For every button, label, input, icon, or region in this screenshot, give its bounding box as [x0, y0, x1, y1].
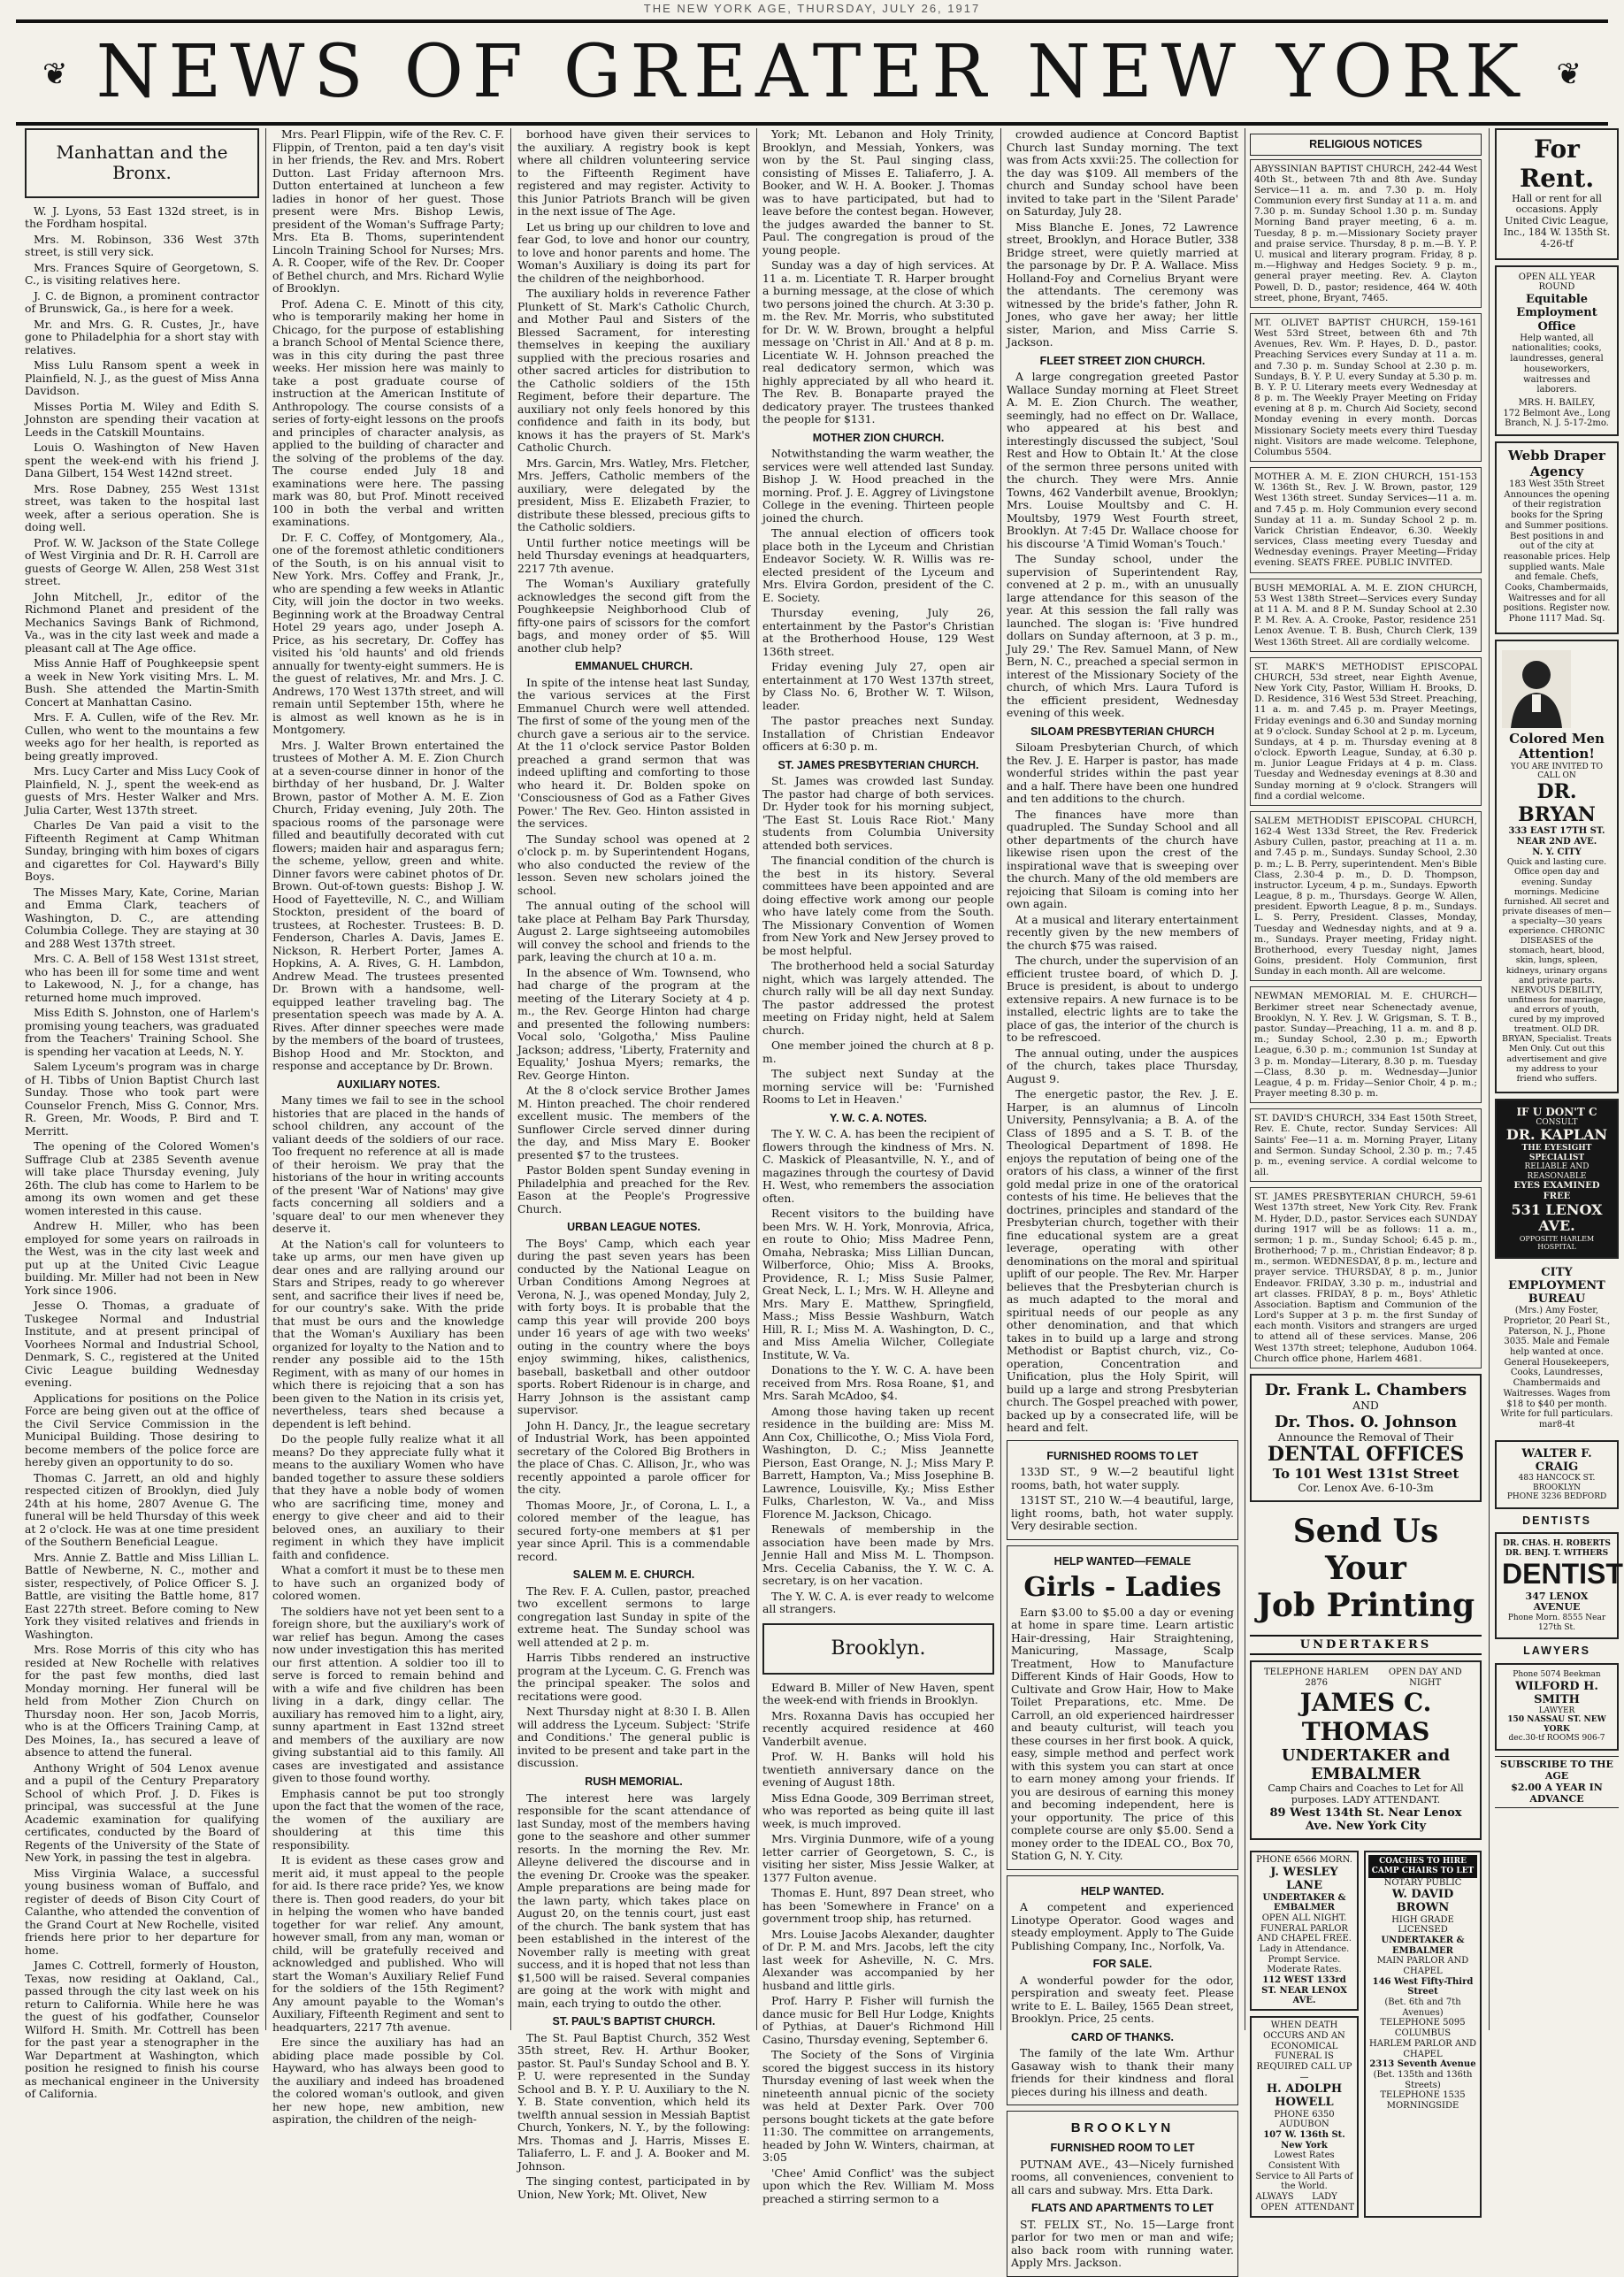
ad-line: LAWYER [1538, 1706, 1575, 1715]
ad-line: 107 W. 136th St. New York [1263, 2130, 1345, 2150]
paragraph: The annual outing, under the auspices of the church, takes place Thursday, August 9. [1007, 1046, 1238, 1085]
paragraph: The annual election of officers took place both in the Lyceum and Christian Endeavor Society. W. R. Willis was re-elected president of the Lyceum and Mrs. Elvira Gordon, president of the C. E. Society. [762, 526, 994, 604]
news-item: Jesse O. Thomas, a graduate of Tuskegee Normal and Industrial Institute, and at present principal of Voorhees Normal and Industrial School, Denmark, S. C., registered at the United Civic League building Wednesday evening. [25, 1299, 259, 1390]
maple-leaf-icon: ❦ [42, 57, 68, 92]
ad-text: Hall or rent for all occasions. Apply United Civic League, Inc., 184 W. 135th St. 4-26-tf [1503, 192, 1611, 249]
ad-text: Announces the opening of their registration books for the Spring and Summer positions. Best positions in and out of the city at reasonable prices. Help supplied wants. Male and female. Chefs, Cooks, Chambermaids, Waitresses and for all positions. Register now. Phone 1117 Mad. Sq. [1503, 489, 1611, 624]
ad-line: RELIABLE AND REASONABLE [1524, 1162, 1590, 1181]
paragraph: The church, under the supervision of an efficient trustee board, of which D. J. Bruce is president, is about to undergo extensive repairs. A new furnace is to be installed, electric lights are to take the place of gas, the interior of the church is to be refrescoed. [1007, 954, 1238, 1045]
ad-line: Camp Chairs and Coaches to Let for All purposes. LADY ATTENDANT. [1268, 1782, 1464, 1806]
paragraph: Many times we fail to see in the school histories that are placed in the hands of school children, any account of the valiant deeds of the soldiers of our race. Too frequent no reference at all is made of their heroism. We pray that the historians of the hour in writing accounts of the present 'War of Nations' may give facts concerning all soldiers and a 'square deal' to our men whenever they deserve it. [272, 1093, 504, 1236]
stpaul-notes [517, 2032, 750, 2202]
paragraph: The annual outing of the school will take place at Pelham Bay Park Thursday, August 2. Large sightseeing automobiles will convey the school and friends to the park, leaving the church at 10 a. m. [517, 899, 750, 964]
news-item: Mr. and Mrs. G. R. Custes, Jr., have gone to Philadelphia for a short stay with relatives. [25, 317, 259, 356]
ad-hours: OPEN DAY AND NIGHT [1388, 1668, 1462, 1689]
paragraph: Pastor Bolden spent Sunday evening in Philadelphia and preached for the Rev. Eason at the People's Progressive Church. [517, 1163, 750, 1215]
stjames-notes [762, 775, 994, 1107]
column-4 [762, 127, 994, 2205]
ad-line: 333 EAST 17TH ST. [1508, 826, 1605, 837]
section-heading-zion: MOTHER ZION CHURCH. [812, 431, 945, 444]
news-item: Mrs. J. Walter Brown entertained the trustees of Mother A. M. E. Zion Church at a seven-course dinner in honor of the birthday of her husband, Dr. J. Walter Brown, pastor of Mother A. M. E. Zion Church, Friday evening, July 20th. The spacious rooms of the parsonage were filled and beautifully decorated with cut flowers; maiden hair and asparagus fern; the scheme, yellow, green and white. Dinner favors were cabinet photos of Dr. Brown. Out-of-town guests: Bishop J. W. Hood of Fayetteville, N. C., and William Stockton, president of the board of trustees, at Rochester. Trustees: B. D. Fenderson, Charles A. Davis, James E. Nickson, R. Herbert Porter, James A. Hopkins, A. A. Rives, G. H. Lambdon, Andrew Mead. The trustees presented Dr. Brown with a handsome, well-equipped leather traveling bag. The presentation speech was made by A. A. Rives. After dinner speeches were made by the members of the board of trustees, Bishop Hood and Mr. Stockton, and response and acceptance by Dr. Brown. [272, 738, 504, 1072]
religious-notice: MT. OLIVET BAPTIST CHURCH, 159-161 West 53rd Street, between 6th and 7th Avenues, Rev. Wm. P. Hayes, D. D., pastor. Preaching Services every Sunday at 11 a. m. and 7.30 p. m. Sunday School at 2.30 p. m. Sundays, B. Y. P. U. every Sunday at 5.30 p. m. B. Y. P. U. Literary meets every Wednesday at 8 p. m. The Weekly Prayer Meeting on Friday evening at 8 p. m. Church Aid Society, second Monday evening in every month. Dorcas Missionary Society meets every third Tuesday night. Visitors are made welcome. Telephone, Columbus 5504. [1250, 313, 1482, 462]
news-item: Miss Lulu Ransom spent a week in Plainfield, N. J., as the guest of Miss Anna Davidson. [25, 358, 259, 398]
ad-line: AND [1352, 1399, 1379, 1413]
paragraph: The Woman's Auxiliary gratefully acknowledges the second gift from the Poughkeepsie Neighborhood Club of fifty-one pairs of scissors for the comfort bags, and money order of $5. Will another club help? [517, 577, 750, 655]
ad-text: Quick and lasting cure. Office open day and evening. Sunday mornings. Medicine furnished. All secret and private diseases of men—a specialty—30 years experience. CHRONIC DISEASES of the stomach, heart, blood, skin, lungs, spleen, kidneys, urinary organs and private parts. NERVOUS DEBILITY, unfitness for marriage, and errors of youth, cured by my improved treatment. OLD DR. BRYAN, Specialist. Treats Men Only. Cut out this advertisement and give my address to your friend who suffers. [1502, 857, 1612, 1084]
ad-line: OPEN ALL NIGHT. FUNERAL PARLOR AND CHAPEL FREE. Lady in Attendance. Prompt Service. Moderate Rates. [1257, 1913, 1352, 1975]
craig-ad [1495, 1440, 1619, 1509]
rush-notes [517, 1792, 750, 2011]
news-item: James C. Cottrell, formerly of Houston, Texas, now residing at Oakland, Cal., passed through the city last week on his return to California. While here he was the guest of his godfather, Counselor Wilford H. Smith. Mr. Cottrell has been for the past year a stenographer in the War Department at Washington, which position he resigned to finish his course as mechanical engineer in the University of California. [25, 1959, 259, 2101]
ywca-notes [762, 1128, 994, 1616]
ad-title: WALTER F. CRAIG [1521, 1446, 1592, 1474]
lane-ad [1250, 1851, 1359, 2011]
paragraph: borhood have given their services to the auxiliary. A registry book is kept where all children volunteering service to the Fifteenth Regiment have registered and may register. Activity to this Junior Patriots Branch will be given in the next issue of The Age. [517, 127, 750, 218]
news-item: Mrs. Rose Dabney, 255 West 131st street, was taken to the hospital last week, after a serious operation. She is doing well. [25, 481, 259, 534]
portrait-icon [1502, 650, 1571, 728]
ad-line: J. WESLEY LANE [1270, 1866, 1338, 1893]
ad-hours: ALWAYS OPEN [1255, 2192, 1294, 2212]
news-item: Applications for positions on the Police Force are being given out at the office of the Civil Service Commission in the Municipal Building. Those desiring to become members of the police force are hereby given an opportunity to do so. [25, 1391, 259, 1469]
news-item: Prof. W. H. Banks will hold his twentieth anniversary dance on the evening of August 18th. [762, 1750, 994, 1790]
ad-line: OPPOSITE HARLEM HOSPITAL [1519, 1235, 1595, 1252]
girls-ladies-title: Girls - Ladies [1023, 1571, 1222, 1603]
paragraph: It is evident as these cases grow and merit aid, it must appeal to the people for aid. Is there race pride? Yes, we know there is. Then good readers, do your bit in helping the women who have banded together for war relief. Any amount, however small, from any man, woman or child, will be gratefully received and acknowledged and published. Who will start the Woman's Auxiliary Relief Fund for the soldiers of the 15th Regiment? Any amount payable to the Woman's Auxiliary, Fifteenth Regiment and sent to headquarters, 2217 7th avenue. [272, 1853, 504, 2034]
classified-heading: BROOKLYN [1070, 2120, 1175, 2136]
ad-line: Dr. Thos. O. Johnson [1274, 1412, 1458, 1431]
column-5 [1007, 127, 1239, 2270]
paragraph: Recent visitors to the building have been Mrs. W. H. York, Monrovia, Africa, en route to Ohio; Miss Madree Penn, Omaha, Nebraska; Miss Lillian Duncan, Wilberforce, Ohio; Miss A. Brooks, Providence, R. I.; Miss Susie Palmer, Great Neck, L. I.; Mrs. W. H. Alleyne and Mrs. Mary E. Matthew, Springfield, Mass.; Miss Bessie Washburn, Watch Hill, R. I.; Miss M. A. Washington, D. C., and Miss Amelia Wilcher, Collegiate Institute, W. Va. [762, 1207, 994, 1361]
paragraph: Thomas Moore, Jr., of Corona, L. I., a colored member of the league, has secured forty-one members at $1 per year since April. This is a commendable record. [517, 1498, 750, 1563]
classified-text: A competent and experienced Linotype Operator. Good wages and steady employment. Apply to The Guide Publishing Company, Inc., Norfolk, Va. [1011, 1900, 1234, 1952]
paragraph: The interest here was largely responsible for the scant attendance of last Sunday, most of the members having gone to the seashore and other summer resorts. In the morning the Rev. Mr. Alleyne delivered the discourse and in the evening Dr. Crooke was the speaker. Ample preparations are being made for the lawn party, which takes place on August 20, on the tennis court, just east of the church. The bank system that has been established in the interest of the November rally is meeting with great success, and it is hoped that not less than $1,500 will be raised. Several companies are going at the work with might and main, each trying to outdo the other. [517, 1790, 750, 2010]
paragraph: The Boys' Camp, which each year during the past seven years has been conducted by the National League on Urban Conditions Among Negroes at Verona, N. J., was opened Monday, July 2, with forty boys. It is probable that the camp this year will provide 200 boys under 16 years of age with two weeks' outing in the country where the boys enjoy swimming, hikes, calisthenics, baseball, basketball and other outdoor sports. Robert Ridenour is in charge, and Harry Johnson is the assistant camp supervisor. [517, 1236, 750, 1417]
section-heading-lawyers: LAWYERS [1523, 1644, 1590, 1658]
urban-notes [517, 1238, 750, 1564]
paragraph: The Rev. F. A. Cullen, pastor, preached two excellent sermons to large congregation last Sunday in spite of the extreme heat. The Sunday school was well attended at 2 p. m. [517, 1583, 750, 1649]
city-bureau-ad [1495, 1264, 1619, 1435]
paragraph: Siloam Presbyterian Church, of which the Rev. J. E. Harper is pastor, has made wonderful strides within the past year and a half. There have been one hundred and ten additions to the church. [1007, 740, 1238, 806]
section-heading-siloam: SILOAM PRESBYTERIAN CHURCH [1030, 724, 1214, 738]
ad-line: YOU ARE INVITED TO CALL ON [1511, 762, 1603, 781]
ad-line: IF U DON'T C [1516, 1105, 1597, 1118]
ad-title: Equitable Employment Office [1516, 293, 1597, 334]
section-heading-emmanuel: EMMANUEL CHURCH. [574, 660, 693, 672]
column-rule [265, 128, 266, 2030]
ad-line: 531 LENOX AVE. [1511, 1200, 1603, 1235]
ad-line: Phone Morn. 8555 Near 127th St. [1507, 1614, 1606, 1632]
employment-ad [1495, 265, 1619, 436]
news-item: Mrs. Pearl Flippin, wife of the Rev. C. F. Flippin, of Trenton, paid a ten day's visit in her friends, the Rev. and Mrs. Robert Dutton. Last Friday afternoon Mrs. Dutton entertained at luncheon a few ladies in honor of her guest. Those present were Mrs. Bishop Lewis, president of the Woman's Suffrage Party; Mrs. Eta B. Thoms, superintendent Lincoln Training School for Nurses; Mrs. A. R. Cooper, wife of the Rev. Dr. Cooper of Bethel church, and Mrs. Richard Wylie of Brooklyn. [272, 127, 504, 295]
news-item: Mrs. Frances Squire of Georgetown, S. C., is visiting relatives here. [25, 260, 259, 288]
ad-line [1257, 1668, 1475, 1688]
religious-notice: ST. MARK'S METHODIST EPISCOPAL CHURCH, 53d street, near Eighth Avenue, New York City, Pastor, William H. Brooks, D. D. Residence, 316 West 53d Street. Preaching, 11 a. m. and 7.45 p. m. Prayer Meetings, Friday evenings and 6.30 and Sunday morning at 9 o'clock. Sunday School at 2 p. m. Lyceum, Sundays, at 4 p. m. Thursday evening at 8 o'clock. Epworth League, Sunday, at 6.30 p. m. Junior League Fridays at 4 p. m. Class. Tuesday and Wednesday evenings at 8.30 and Sunday morning at 9 o'clock. Strangers will find a cordial welcome. [1250, 657, 1482, 806]
paragraph: At the Nation's call for volunteers to take up arms, our men have given up dear ones and are rallying around our Stars and Stripes, ready to go wherever sent, and sacrifice their lives if need be, for our country's sake. With the pride that must be ours and the knowledge that the Woman's Auxiliary has been organized for loyalty to the Nation and to render any possible aid to the 15th Regiment, with as many of our homes in which there is rejoicing that a son has been given to the Nation in its crisis yet, nevertheless, tears shed because a dependent is left behind. [272, 1237, 504, 1430]
dental-ad [1250, 1374, 1482, 1502]
paragraph: In the absence of Wm. Townsend, who had charge of the program at the meeting of the Literary Society at 4 p. m., the Rev. George Hinton had charge and presented the following numbers: Vocal solo, 'Golgotha,' Miss Pauline Jackson; address, 'Liberty, Fraternity and Equality,' Joshua Myers; remarks, the Rev. George Hinton. [517, 965, 750, 1082]
dr-kaplan-ad [1495, 1099, 1619, 1259]
section-heading-dentists: DENTISTS [1522, 1514, 1591, 1527]
brooklyn-notes [762, 1682, 994, 2206]
paragraph: Friday evening July 27, open air entertainment at 170 West 137th street, by Class No. 6, Brother W. T. Wilson, leader. [762, 660, 994, 712]
ad-line: (Bet. 6th and 7th Avenues) [1384, 1997, 1461, 2018]
ad-line: PHONE 6566 MORN. [1256, 1855, 1352, 1866]
paragraph: The energetic pastor, the Rev. J. E. Harper, is an alumnus of Lincoln University, Pennsylvania; a B. A. of the Class of 1895 and a S. T. B. of the Theological Department of 1898. He enjoys the reputation of being one of the orators of his class, a winner of the first gold medal prize in one of the oratorical contests of his time. He believes that the doctrines, principles and standard of the Presbyterian church, together with their fine educational system are a great leverage, operating with other denominations on the moral and spiritual uplift of our people. The Rev. Mr. Harper believes that the Presbyterian church is as much adapted to the moral and spiritual needs of our people as any other denomination, and that which takes in to build up a large and strong Methodist or Baptist church, viz., Co-operation, Concentration and Unification, plus the Holy Spirit, will build up a large and strong Presbyterian church. The Gospel preached with power, backed up by a consecrated life, will be heard and felt. [1007, 1087, 1239, 1435]
paragraph: Do the people fully realize what it all means? Do they appreciate fully what it means to the auxiliary Women who have banded together to assure these soldiers that they have a noble body of women who are sacrificing time, money and energy to give cheer and aid to their beloved ones, an auxiliary to their regiment in which they have implicit faith and confidence. [272, 1432, 504, 1561]
paragraph: Mrs. Garcin, Mrs. Watley, Mrs. Fletcher, Mrs. Jeffers, Catholic members of the auxiliary, were delegated by the president, Miss E. Elizabeth Frazier, to distribute these blessed, precious gifts to the Catholic soldiers. [517, 456, 750, 533]
ad-attendant: LADY ATTENDANT [1295, 2192, 1355, 2212]
ad-phone: TELEPHONE HARLEM 2876 [1264, 1668, 1369, 1689]
ad-line: NOTARY PUBLIC [1383, 1877, 1462, 1888]
paragraph: Until further notice meetings will be held Thursday evenings at headquarters, 2217 7th avenue. [517, 535, 750, 575]
paragraph: What a comfort it must be to these men to have such an organized body of colored women. [272, 1563, 504, 1603]
news-item: Prof. Harry P. Fisher will furnish the dance music for Bell Hur Lodge, Knights of Pythias, at Dauer's Richmond Hill Casino, Thursday evening, September 6. [762, 1994, 994, 2046]
classified-text: PUTNAM AVE., 43—Nicely furnished rooms, all conveniences, convenient to all cars and subway. Mrs. Etta Dark. [1011, 2157, 1234, 2196]
paragraph: The Y. W. C. A. is ever ready to welcome all strangers. [762, 1589, 994, 1616]
paragraph: Notwithstanding the warm weather, the services were well attended last Sunday. Bishop J. W. Hood preached in the morning. Prof. J. E. Aggrey of Livingstone College in the evening. Thirteen people joined the church. [762, 447, 994, 525]
siloam-notes [1007, 741, 1238, 1435]
news-item: The opening of the Colored Women's Suffrage Club at 2385 Seventh avenue will take place Thursday evening, July 26th. The club has come to Harlem to be among its own women and get these women interested in this cause. [25, 1139, 259, 1217]
paragraph: Donations to the Y. W. C. A. have been received from Mrs. Rosa Roane, $1, and Mrs. Sarah McAdoo, $4. [762, 1363, 994, 1403]
news-item: Anthony Wright of 504 Lenox avenue and a pupil of the Century Preparatory School of which Prof. J. D. Fikes is principal, was successful at the June Academic examination for qualifying certificates, conducted by the Board of Regents of the University of the State of New York, in passing the test in algebra. [25, 1760, 259, 1865]
ad-title: DR. KAPLAN [1505, 1126, 1608, 1144]
column-rule [1489, 128, 1490, 2030]
salem-notes [517, 1585, 750, 1770]
classified-text: 131ST ST., 210 W.—4 beautiful, large, light rooms, bath, hot water supply. Very desirable section. [1011, 1493, 1234, 1533]
classified-heading: HELP WANTED—FEMALE [1053, 1554, 1191, 1568]
news-item: Mrs. M. Robinson, 336 West 37th street, is still very sick. [25, 232, 259, 259]
classified-text: Earn $3.00 to $5.00 a day or evening at home in spare time. Learn artistic Hair-dressing, Hair Straightening, Manicuring, Massage, Scalp Treatment, How to Manufacture Different Kinds of Hair Goods, How to Cultivate and Grow Hair, How to Make Toilet Preparations, etc. Mme. De Carroll, an old experienced hairdresser and beauty culturist, will teach you these courses in her first book. A quick, easy, simple method and perfect work with this system you can start at once to earn money among your friends. If you are desirous of earning this money and becoming independent, here is your opportunity. The price of this complete course are only $5.00. Send a money order to the IDEAL CO., Box 70, Station G, N. Y. City. [1011, 1605, 1234, 1863]
column-rule [756, 128, 757, 2030]
undertaker-ads-left [1250, 1845, 1359, 2222]
ad-line: Lowest Rates Consistent With Service to All Parts of the World. [1255, 2150, 1353, 2192]
news-item: W. J. Lyons, 53 East 132d street, is in the Fordham hospital. [25, 203, 259, 231]
job-printing-ad [1250, 1507, 1482, 1629]
for-rent-ad [1495, 128, 1619, 260]
classified-heading: FOR SALE. [1092, 1958, 1153, 1971]
news-item: The Society of the Sons of Virginia scored the biggest success in its history Thursday evening of last week when the nineteenth annual picnic of the society was held at Dexter Park. Over 700 persons bought tickets at the gate before 11:30. The committee on arrangements, headed by John W. Winters, chairman, at 3:05 [762, 2048, 994, 2165]
ad-line: Cor. Lenox Ave. 6-10-3m [1298, 1481, 1434, 1495]
ad-line: $2.00 A YEAR IN ADVANCE [1511, 1781, 1603, 1805]
news-item: Mrs. Virginia Dunmore, wife of a young letter carrier of Georgetown, S. C., is visiting her sister, Miss Jessie Walker, at 1377 Fulton avenue. [762, 1832, 994, 1884]
section-heading-rush: RUSH MEMORIAL. [585, 1775, 683, 1788]
ad-line: UNDERTAKER and EMBALMER [1281, 1746, 1451, 1784]
news-item: John Mitchell, Jr., editor of the Richmond Planet and president of the Mechanics Savings Bank of Richmond, Va., was in the city last week and made a pleasant call at The Age office. [25, 589, 259, 655]
paragraph: Let us bring up our children to love and fear God, to love and honor our country, to love and honor parents and home. The Woman's Auxiliary is doing its part for the children of the neighborhood. [517, 219, 750, 285]
ad-line: 146 West Fifty-Third Street [1372, 1976, 1474, 1997]
ad-line: COACHES TO HIRE CAMP CHAIRS TO LET [1368, 1855, 1477, 1877]
news-item: Andrew H. Miller, who has been employed for some years on railroads in the West, was in the city last week and put up at the United Civic League building. Mr. Miller had not been in New York since 1906. [25, 1219, 259, 1297]
religious-notices [1250, 159, 1482, 1368]
paragraph: Harris Tibbs rendered an instructive program at the Lyceum. C. G. French was the principal speaker. The solos and recitations were good. [517, 1651, 750, 1703]
ad-title: Webb Draper Agency [1508, 447, 1605, 479]
subscribe-ad [1495, 1756, 1619, 1808]
ad-line: Announce the Removal of Their [1277, 1430, 1454, 1444]
paragraph: St. James was crowded last Sunday. The pastor had charge of both services. Dr. Hyder took for his morning subject, 'The East St. Louis Race Riot.' Many students from Columbia University attended both services. [762, 774, 994, 852]
paragraph: Thursday evening, July 26, entertainment by the Pastor's Christian at the Brotherhood House, 129 West 136th street. [762, 606, 994, 658]
paragraph: Renewals of membership in the association have been made by Mrs. Jennie Hall and Miss M. L. Thompson. Mrs. Cecelia Cabaniss, the Y. W. C. A. secretary, is on her vacation. [762, 1522, 994, 1588]
news-item: Mrs. Louise Jacobs Alexander, daughter of Dr. P. M. and Mrs. Jacobs, left the city last week for Asheville, N. C. Mrs. Alexander was accompanied by her husband and little girls. [762, 1927, 994, 1992]
column-rule [1000, 128, 1001, 2030]
news-item: Dr. F. C. Coffey, of Montgomery, Ala., one of the foremost athletic conditioners of the South, is on his annual visit to New York. Mrs. Coffey and Frank, Jr., who are spending a few weeks in Atlantic City, will join the doctor in two weeks. Beginning work at the Broadway Central Hotel 29 years ago, under Joseph A. Price, as his secretary, Dr. Coffey has visited his 'old haunts' and old friends annually for twenty-eight summers. He is the guest of relatives, Mr. and Mrs. J. C. Andrews, 170 West 137th street, and will remain until September 15th, where he is almost as well known as he is in Montgomery. [272, 530, 504, 736]
news-items [272, 128, 504, 1073]
news-item: Miss Edith S. Johnston, one of Harlem's promising young teachers, was graduated from the Teachers' Training School. She is spending her vacation at Leeds, N. Y. [25, 1006, 259, 1058]
paragraph: The subject next Sunday at the morning service will be: 'Furnished Rooms to Let in Heaven.' [762, 1067, 994, 1107]
section-heading-brooklyn: Brooklyn. [762, 1623, 994, 1675]
ad-line: DENTAL OFFICES [1267, 1443, 1465, 1467]
paragraph: The Sunday school was opened at 2 o'clock p. m. by Superintendent Hogans, who also conducted the review of the lesson. Seven new scholars joined the school. [517, 832, 750, 897]
news-item: Louis O. Washington of New Haven spent the week-end with his friend J. Dana Gilbert, 154 West 142nd street. [25, 441, 259, 480]
paragraph: Ere since the auxiliary has had an abiding place made possible by Col. Hayward, who has always been good to the auxiliary and indeed has broadened the colored woman's outlook, and given her new hope, new ambition, new aspiration, the children of the neigh- [272, 2036, 504, 2127]
ad-line: 172 Belmont Ave., Long Branch, N. J. 5-17-2mo. [1503, 408, 1611, 429]
classified-help-female [1007, 1545, 1238, 1870]
news-item: Thomas C. Jarrett, an old and highly respected citizen of Brooklyn, died July 24th at his home, 2807 Avenue G. The funeral will be held Thursday of this week at 2 o'clock. He was at one time president of the Southern Beneficial League. [25, 1470, 259, 1549]
ad-line: NEAR 2ND AVE. [1516, 836, 1597, 847]
classified-text: ST. FELIX ST., No. 15—Large front parlor for two men or man and wife; also back room with running water. Apply Mrs. Jackson. [1011, 2217, 1234, 2270]
section-heading-stjames: ST. JAMES PRESBYTERIAN CHURCH. [778, 758, 979, 771]
ad-text: (Mrs.) Amy Foster, Proprietor, 20 Pearl St., Paterson, N. J., Phone 3035. Male and Female help wanted at once. General Housekeepers, Cooks, Laundresses, Chambermaids and Waitresses. Wages from $18 to $40 per month. Write for full particulars. mar8-4t [1500, 1306, 1613, 1430]
paragraph: Next Thursday night at 8:30 I. B. Allen will address the Lyceum. Subject: 'Strife and Conditions.' The general public is invited to be present and take part in the discussion. [517, 1705, 750, 1770]
ad-line: THE EYESIGHT SPECIALIST [1521, 1144, 1592, 1162]
ad-line: UNDERTAKER & EMBALMER [1381, 1935, 1465, 1956]
column-2 [272, 127, 504, 2127]
undertaker-ads-row [1250, 1845, 1482, 2222]
ad-line: DR. CHAS. H. ROBERTS DR. BENJ. T. WITHERS [1503, 1539, 1611, 1558]
auxiliary-notes [272, 1094, 504, 2127]
news-item: Mrs. C. A. Bell of 158 West 131st street, who has been ill for some time and went to Lakewood, N. J., for a change, has returned home much improved. [25, 952, 259, 1004]
emmanuel-notes [517, 677, 750, 1216]
paragraph: The Sunday school, under the supervision of Superintendent Ray, convened at 2 p. m., with an unusually large attendance for this season of the year. At this session the fall rally was launched. The slogan is: 'Five hundred dollars on Sunday afternoon, at 3 p. m., July 29.' The Rev. Samuel Mann, of New Bern, N. C., preached a special sermon in interest of the Missionary Society of the church, of which Mrs. Laura Tuford is the efficient president, Wednesday evening of this week. [1007, 552, 1238, 720]
paragraph: The finances have more than quadrupled. The Sunday School and all other departments of the church have likewise risen upon the crest of the inspirational wave that is sweeping over the church. Many of the old members are rejoicing that Siloam is coming into her own again. [1007, 807, 1238, 911]
classified-help [1007, 1875, 1238, 2106]
ad-line: HARLEM PARLOR AND CHAPEL [1369, 2038, 1476, 2059]
religious-notice: SALEM METHODIST EPISCOPAL CHURCH, 162-4 West 133d Street, the Rev. Frederick Asbury Cullen, pastor, preaching at 11 a. m. and 7.45 p. m., Sundays. Sunday School, 2.30 p. m.; L. B. Perry, superintendent. Men's Bible Class, 2.30-4 p. m., D. D. Thompson, instructor. Lyceum, 4 p. m., Sundays. Epworth League, 8 p. m., Thursdays. George W. Allen, president. Epworth League, 8 p. m., Sundays. L. S. Perry, President. Classes, Monday, Tuesday and Wednesday nights, and at 9 a. m., Sundays. Prayer meeting, Friday night. Brotherhood, every Tuesday night, James Goins, president. Holy Communion, first Sunday in each month. All are welcome. [1250, 811, 1482, 982]
ad-title: For Rent. [1519, 134, 1595, 193]
news-item: Salem Lyceum's program was in charge of H. Tibbs of Union Baptist Church last Sunday. Those who took part were Counselor French, Miss G. Connor, Mrs. R. Green, Mr. Woods, P. Bird and T. Merritt. [25, 1060, 259, 1138]
ad-line: TELEPHONE 5095 COLUMBUS [1380, 2018, 1466, 2039]
ad-line: TELEPHONE 1535 MORNINGSIDE [1380, 2090, 1466, 2111]
paragraph: The St. Paul Baptist Church, 352 West 35th street, Rev. H. Arthur Booker, pastor. St. Paul's Sunday School and B. Y. P. U. were represented in the Sunday School and B. Y. P. U. Auxiliary to the N. Y. B. State convention, which held its twelfth annual session in Messiah Baptist Church, Yonkers, N. Y., by the following: Mrs. Thomas and J. Harris, Misses E. Taliaferro, L. F. and J. A. Booker and M. Johnson. [517, 2030, 750, 2173]
ad-line: dec.30-tf ROOMS 906-7 [1508, 1734, 1605, 1744]
ad-title: WILFORD H. SMITH [1515, 1679, 1598, 1706]
paragraph: The brotherhood held a social Saturday night, which was largely attended. The church rally will be all day next Sunday. The pastor addressed the protest meeting on Friday night, held at Salem church. [762, 959, 994, 1037]
ad-line: PHONE 3236 BEDFORD [1506, 1492, 1607, 1502]
section-heading-salem: SALEM M. E. CHURCH. [572, 1568, 695, 1582]
news-item: Mrs. F. A. Cullen, wife of the Rev. Mr. Cullen, who went to the mountains a few weeks ago for her health, is reported as being greatly improved. [25, 710, 259, 763]
ad-line: Phone 5074 Beekman [1513, 1670, 1601, 1679]
paragraph: At the 8 o'clock service Brother James M. Hinton preached. The choir rendered excellent music. The members of the Sunflower Circle served dinner during the day, and Miss Mary E. Booker presented $7 to the trustees. [517, 1084, 750, 1162]
ad-line: CONSULT [1536, 1117, 1578, 1127]
paragraph: Miss Blanche E. Jones, 72 Lawrence street, Brooklyn, and Horace Butler, 338 Bridge street, were quietly married at the parsonage by Dr. P. A. Wallace. Miss Holland-Foy and Cornelius Bryant were the attendants. The ceremony was witnessed by the bride's father, John R. Jones, who gave her away; her little sister, Marion, and Miss Carrie S. Jackson. [1007, 219, 1238, 349]
ad-title: CITY EMPLOYMENT BUREAU [1508, 1265, 1605, 1307]
religious-notice: ST. JAMES PRESBYTERIAN CHURCH, 59-61 West 137th street, New York City. Rev. Frank M. Hyder, D.D., pastor. Services each SUNDAY during 1917 will be as follows: 11 a. m., sermon; 1 p. m., Sunday School; 6.45 p. m., Brotherhood; 7 p. m., Christian Endeavor; 8 p. m., sermon. WEDNESDAY, 8 p. m., lecture and prayer service. THURSDAY, 8 p. m., Junior Endeavor. FRIDAY, 3.30 p. m., industrial and art classes. FRIDAY, 8 p. m., Boys' Athletic Association. Baptism and Communion of the Lord's Supper at 3 p. m. the first Sunday of each month. Visitors and strangers are urged to attend all of these services. Manse, 206 West 137th street; telephone, Audubon 1064. Church office phone, Harlem 4681. [1250, 1187, 1482, 1368]
news-item: 'Chee' Amid Conflict' was the subject upon which the Rev. William M. Moss preached a stirring sermon to a [762, 2166, 994, 2205]
brown-ad [1364, 1851, 1482, 2217]
ad-line: EYES EXAMINED FREE [1513, 1181, 1600, 1201]
ad-title: DR. BRYAN [1518, 779, 1596, 826]
news-item: Miss Edna Goode, 309 Berriman street, who was reported as being quite ill last week, is much improved. [762, 1790, 994, 1830]
paragraph: Sunday was a day of high services. At 11 a. m. Licentiate T. R. Harper brought a burning message, at the close of which two persons joined the church. At 3:30 p. m. the Rev. Mr. Morris, who substituted for Dr. W. W. Brown, brought a helpful message on 'Christ in All.' And at 8 p. m. Licentiate W. H. Johnson preached the real dedicatory sermon, which was highly appreciated by all who heard it. The Rev. B. Bonaparte prayed the dedicatory prayer. The trustees thanked the people for $131. [762, 258, 994, 426]
ad-text: Help wanted, all nationalities; cooks, laundresses, general houseworkers, waitresses and laborers. [1510, 333, 1604, 395]
paragraph: One member joined the church at 8 p. m. [762, 1039, 994, 1065]
ad-line: 89 West 134th St. Near Lenox Ave. New York City [1269, 1806, 1462, 1834]
news-item: Misses Portia M. Wiley and Edith S. Johnston are spending their vacation at Leeds in the Catskill Mountains. [25, 399, 259, 439]
thomas-ad [1250, 1660, 1482, 1840]
section-heading-ywca: Y. W. C. A. NOTES. [830, 1111, 927, 1124]
religious-notice: ABYSSINIAN BAPTIST CHURCH, 242-44 West 40th St., between 7th and 8th Ave. Sunday Service—11 a. m. and 7.30 p. m. Holy Communion every first Sunday at 11 a. m. and 7.30 p. m. Sunday School 1.30 p. m. Sunday Morning Band prayer meeting, 6 a. m. Tuesday, 8 p. m.—Missionary Society prayer and praise service. Thursday, 8 p. m.—B. Y. P. U. musical and literary program. Friday, 8 p. m.—Highway and Hedges Society. 9 p. m., general prayer meeting. Rev. A. Clayton Powell, D. D., pastor; residence, 464 W. 40th street, phone, Bryant, 7465. [1250, 159, 1482, 308]
news-items [1007, 128, 1238, 349]
column-3 [517, 127, 750, 2201]
news-item: Mrs. Lucy Carter and Miss Lucy Cook of Plainfield, N. J., spent the week-end as guests of Mrs. Hester Walker and Mrs. Julia Carter, West 137th street. [25, 764, 259, 816]
classified-text: A wonderful powder for the odor, perspiration and sweaty feet. Please write to E. L. Bailey, 1565 Dean street, Brooklyn. Price, 25 cents. [1011, 1973, 1234, 2026]
religious-notice: BUSH MEMORIAL A. M. E. ZION CHURCH, 53 West 138th Street—Services every Sunday at 11 A. M. and 8 P. M. Sunday School at 2.30 P. M. Rev. A. A. Crooke, Pastor, residence 251 Lenox Avenue. T. B. Bush, Church Clerk, 139 West 136th Street. All are cordially welcome. [1250, 579, 1482, 652]
column-7 [1495, 128, 1623, 2035]
paragraph: At a musical and literary entertainment recently given by the new members of the church $75 was raised. [1007, 912, 1238, 952]
newspaper-page [9, 0, 1623, 2270]
ad-line: SUBSCRIBE TO THE AGE [1500, 1758, 1613, 1782]
section-heading-manhattan: Manhattan and the Bronx. [25, 128, 259, 198]
ad-line: 347 LENOX AVENUE [1525, 1590, 1589, 1614]
classified-brooklyn [1007, 2111, 1238, 2276]
classified-heading: FURNISHED ROOM TO LET [1050, 2142, 1195, 2155]
religious-notice: MOTHER A. M. E. ZION CHURCH, 151-153 W. 136th St., Rev. J. W. Brown, pastor, 129 West 136th street. Sunday Services—11 a. m. and 7.45 p. m. Holy Communion every second Sunday at 11 a. m. Sunday School 2 p. m. Varick Christian Endeavor, 6.30. Weekly services, Class meeting every Tuesday and Wednesday evenings. Prayer Meeting—Friday evening. SEATS FREE. PUBLIC INVITED. [1250, 467, 1482, 573]
paragraph: Emphasis cannot be put too strongly upon the fact that the women of the race, the women of the auxiliary are shouldering at this time this responsibility. [272, 1786, 504, 1852]
paragraph: The auxiliary holds in reverence Father Plunkett of St. Mark's Catholic Church, and Mother Paul and Sisters of the Blessed Sacrament, for interesting themselves in keeping the auxiliary supplied with the precious rosaries and other sacred articles for distribution to the Catholic soldiers of the 15th Regiment, before their departure. The auxiliary not only feels honored by this confidence and faith in its body, but knows it has the prayers of St. Mark's Catholic Church. [517, 287, 750, 454]
news-item: Thomas E. Hunt, 897 Dean street, who has been 'Somewhere in France' on a government troop ship, has returned. [762, 1886, 994, 1926]
ad-line: Attention! [1519, 746, 1595, 763]
masthead [16, 19, 1608, 126]
news-item: J. C. de Bignon, a prominent contractor of Brunswick, Ga., is here for a week. [25, 288, 259, 316]
classified-heading: CARD OF THANKS. [1071, 2030, 1174, 2043]
news-item: Miss Virginia Walace, a successful young business woman of Buffalo, and register of deeds of Bison City Court of Calanthe, who attended the convention of the Grand Court at New Rochelle, visited friends here prior to her departure for home. [25, 1866, 259, 1957]
paragraph: York; Mt. Lebanon and Holy Trinity, Brooklyn, and Messiah, Yonkers, was won by the St. Paul singing class, consisting of Misses E. Taliaferro, J. A. Booker, and W. H. A. Booker. J. Thomas was to have participated, but had to leave before the contest began. However, the judges awarded the banner to St. Paul. The congregation is proud of the young people. [762, 127, 994, 257]
ad-line: N. Y. CITY [1532, 847, 1582, 857]
news-item: The Misses Mary, Kate, Corine, Marian and Emma Clark, teachers of Washington, D. C., are attending Columbia College. They are staying at 30 and 288 West 137th street. [25, 885, 259, 950]
ad-line: 150 NASSAU ST. NEW YORK [1507, 1715, 1606, 1734]
ad-line: UNDERTAKER & EMBALMER [1262, 1892, 1346, 1913]
ad-line: 2313 Seventh Avenue [1369, 2059, 1476, 2070]
section-heading-undertakers: UNDERTAKERS [1250, 1635, 1482, 1655]
news-item: Mrs. Rose Morris of this city who has resided at New Rochelle with relatives for the past few months, died last Monday morning. Her funeral will be held from Mother Zion Church on Thursday noon. Her son, Jacob Morris, who is at the Officers Training Camp, at Des Moines, Ia., has secured a leave of absence to attend the funeral. [25, 1643, 259, 1760]
classified-text: The family of the late Wm. Arthur Gasaway wish to thank their many friends for their kindness and floral pieces during his illness and death. [1011, 2046, 1234, 2098]
news-item: Prof. Adena C. E. Minott of this city, who is temporarily making her home in Chicago, for the purpose of establishing a branch School of Mental Science there, was in this city during the past three weeks. Her mission here was mainly to take a post graduate course of instruction at the American Institute of Anthropology. The course consists of a series of forty-eight lessons on the proofs and principles of character analysis, as applied to the building of character and the solving of the problems of the day. The course ended July 18 and examinations were here. The passing mark was 80, but Prof. Minott received 100 in both the verbal and written examinations. [272, 296, 504, 528]
ad-line: 183 West 35th Street [1509, 479, 1605, 490]
paragraph: In spite of the intense heat last Sunday, the various services at the First Emmanuel Church were well attended. The first of some of the young men of the church gave a serious air to the service. At the 11 o'clock service Pastor Bolden preached a grand sermon that was indeed uplifting and comforting to those who heard it. Dr. Bolden spoke on 'Consciousness of God as a Father Gives Power.' The Rev. Geo. Hinton assisted in the services. [517, 675, 750, 831]
news-item: Edward B. Miller of New Haven, spent the week-end with friends in Brooklyn. [762, 1680, 994, 1707]
news-item: Charles De Van paid a visit to the Fifteenth Regiment at Camp Whitman Sunday, bringing with him boxes of cigars and cigarettes for Col. Hayward's Billy Boys. [25, 818, 259, 884]
news-item: Prof. W. W. Jackson of the State College of West Virginia and Dr. R. H. Carroll are guests of George W. Allen, 258 West 31st street. [25, 535, 259, 588]
section-heading-auxiliary: AUXILIARY NOTES. [336, 1077, 440, 1091]
news-item: Mrs. Roxanna Davis has occupied her recently acquired residence at 460 Vanderbilt avenue. [762, 1708, 994, 1748]
classified-text: 133D ST., 9 W.—2 beautiful light rooms, bath, hot water supply. [1011, 1465, 1234, 1491]
ad-line: H. ADOLPH HOWELL [1266, 2082, 1343, 2110]
classified-rooms [1007, 1440, 1238, 1540]
news-items [25, 205, 259, 2101]
classified-items [1011, 1466, 1234, 1533]
lawyer-ad [1495, 1663, 1619, 1751]
paragraph: The financial condition of the church is the best in its history. Several committees have been appointed and are doing effective work among our people who have lately come from the South. The Missionary Convention of Women from New York and New Jersey proved to be most helpful. [762, 854, 994, 957]
religious-notice: NEWMAN MEMORIAL M. E. CHURCH—Berkimer street near Schenectady avenue, Brooklyn, N. Y. Rev. J. W. Grigsman, S. T. B., pastor. Sunday—Preaching, 11 a. m. and 8 p. m.; Sunday School, 2.30 p. m.; Epworth League, 6.30 p. m.; communion 1st Sunday at 3 p. m. Monday—Literary, 8.30 p. m. Tuesday—Class, 8.30 p. m. Wednesday—Junior League, 4 p. m. Friday—Senior Choir, 4 p. m.; Prayer meeting 8.30 p. m. [1250, 986, 1482, 1103]
paragraph: The soldiers have not yet been sent to a foreign shore, but the auxiliary's work of war relief has begun. Among the cases now under investigation this has merited our first attention. A soldier too ill to serve is forced to remain behind and with a wife and five children has been living in a dark, dingy cellar. The auxiliary has removed him to a light, airy, sunny apartment in East 132nd street and members of the auxiliary are now giving substantial aid to this family. All cases are investigated and assistance given to those found worthy. [272, 1604, 504, 1785]
ad-line: (Bet. 135th and 136th Streets) [1373, 2069, 1473, 2090]
section-heading-notices: RELIGIOUS NOTICES [1250, 134, 1482, 156]
ad-line: Dr. Frank L. Chambers [1264, 1380, 1467, 1399]
section-heading-fleet: FLEET STREET ZION CHURCH. [1039, 354, 1206, 367]
column-6 [1250, 128, 1482, 2212]
classified-heading: FLATS AND APARTMENTS TO LET [1030, 2202, 1214, 2215]
webb-draper-ad [1495, 441, 1619, 634]
religious-notice: ST. DAVID'S CHURCH, 334 East 150th Street, Rev. E. Chute, rector. Sunday Services: All Saints' Fee—11 a. m. Morning Prayer, Litany and Sermon. Sunday School, 2.30 p. m.; 7.45 p. m., evening service. A cordial welcome to all. [1250, 1108, 1482, 1182]
ad-title: DENTIST [1502, 1558, 1623, 1591]
ad-line: W. DAVID BROWN [1391, 1888, 1454, 1915]
ad-line: WHEN DEATH OCCURS AND AN ECONOMICAL FUNERAL IS REQUIRED CALL UP— [1256, 2020, 1352, 2082]
paragraph: Among those having taken up recent residence in the building are: Miss M. Ann Cox, Chillicothe, O.; Miss Viola Ford, Washington, D. C.; Miss Jeannette Pierson, East Orange, N. J.; Miss Mary P. Barrett, Hampton, Va.; Miss Josephine B. Lawrence, Louisville, Ky.; Miss Esther Fulks, Charleston, W. Va., and Miss Florence M. Jackson, Chicago. [762, 1404, 994, 1521]
ad-line: Colored Men [1509, 730, 1605, 747]
paragraph: crowded audience at Concord Baptist Church last Sunday morning. The text was from Acts xxvii:25. The collection for the day was $109. All members of the church and Sunday school have been invited to take part in the 'Silent Parade' on Saturday, July 28. [1007, 127, 1238, 218]
paragraph: The pastor preaches next Sunday. Installation of Christian Endeavor officers at 6:30 p. m. [762, 714, 994, 754]
news-items [517, 128, 750, 655]
paragraph: The Y. W. C. A. has been the recipient of flowers through the kindness of Mrs. N. C. Maskick of Pleasantville, N. Y., and of magazines through the courtesy of David H. West, who remembers the association often. [762, 1127, 994, 1205]
ad-line: PHONE 6350 AUDUBON [1274, 2109, 1335, 2130]
dateline: THE NEW YORK AGE, THURSDAY, JULY 26, 1917 [643, 2, 981, 15]
news-item: Mrs. Annie Z. Battle and Miss Lillian L. Battle of Newberne, N. C., mother and sister, respectively, of Police Officer S. J. Battle, are visiting the Battle home, 817 East 227th street. Before coming to New York they visited relatives and friends in Washington. [25, 1550, 259, 1641]
ad-line: Job Printing [1256, 1587, 1475, 1625]
dentist-ad [1495, 1532, 1623, 1639]
ad-line: To 101 West 131st Street [1272, 1465, 1459, 1482]
ad-line [1254, 2192, 1354, 2212]
page-title: NEWS OF GREATER NEW YORK [96, 30, 1528, 114]
ad-line: HIGH GRADE LICENSED [1391, 1914, 1454, 1936]
zion-notes [762, 448, 994, 754]
howell-ad [1250, 2016, 1359, 2217]
classified-heading: HELP WANTED. [1080, 1884, 1165, 1898]
ad-line: 112 WEST 133rd ST. NEAR LENOX AVE. [1261, 1975, 1347, 2006]
section-heading-urban: URBAN LEAGUE NOTES. [567, 1221, 701, 1234]
classified-heading: FURNISHED ROOMS TO LET [1046, 1449, 1199, 1462]
paragraph: John H. Dancy, Jr., the league secretary of Industrial Work, has been appointed secretary of the Colored Big Brothers in the place of Chas. C. Allison, Jr., who was recently appointed a parole officer for the city. [517, 1418, 750, 1497]
ad-line: MAIN PARLOR AND CHAPEL [1376, 1956, 1469, 1977]
dr-bryan-ad [1495, 640, 1619, 1093]
column-rule [510, 128, 511, 2030]
news-items [762, 128, 994, 426]
section-heading-stpaul: ST. PAUL'S BAPTIST CHURCH. [552, 2015, 716, 2028]
maple-leaf-icon: ❦ [1556, 57, 1582, 92]
ad-line: Send Us Your [1292, 1512, 1439, 1587]
paragraph: A large congregation greeted Pastor Wallace Sunday morning at Fleet Street A. M. E. Zion Church. The weather, seemingly, had no effect on Dr. Wallace, who appeared at his best and interestingly discussed the subject, 'Soul Rest and How to Obtain It.' At the close of the sermon three persons united with the church. They were Mrs. Annie Towns, 462 Vanderbilt avenue, Brooklyn; Mrs. Louise Moultsby and C. H. Moultsby, 1979 West Fourth street, Brooklyn. At 7:45 Dr. Wallace choose for his discourse 'A Timid Woman's Touch.' [1007, 370, 1238, 550]
ad-line: JAMES C. THOMAS [1299, 1687, 1432, 1746]
paragraph: The singing contest, participated in by Union, New York; Mt. Olivet, New [517, 2174, 750, 2201]
column-1 [25, 128, 259, 2101]
ad-line: 483 HANCOCK ST. BROOKLYN [1518, 1473, 1596, 1492]
fleet-notes [1007, 371, 1238, 720]
ad-line: OPEN ALL YEAR ROUND [1518, 272, 1596, 293]
ad-line: MRS. H. BAILEY, [1518, 397, 1596, 408]
news-item: Miss Annie Haff of Poughkeepsie spent a week in New York visiting Mrs. L. M. Bush. She attended the Martin-Smith Concert at Manhattan Casino. [25, 656, 259, 709]
